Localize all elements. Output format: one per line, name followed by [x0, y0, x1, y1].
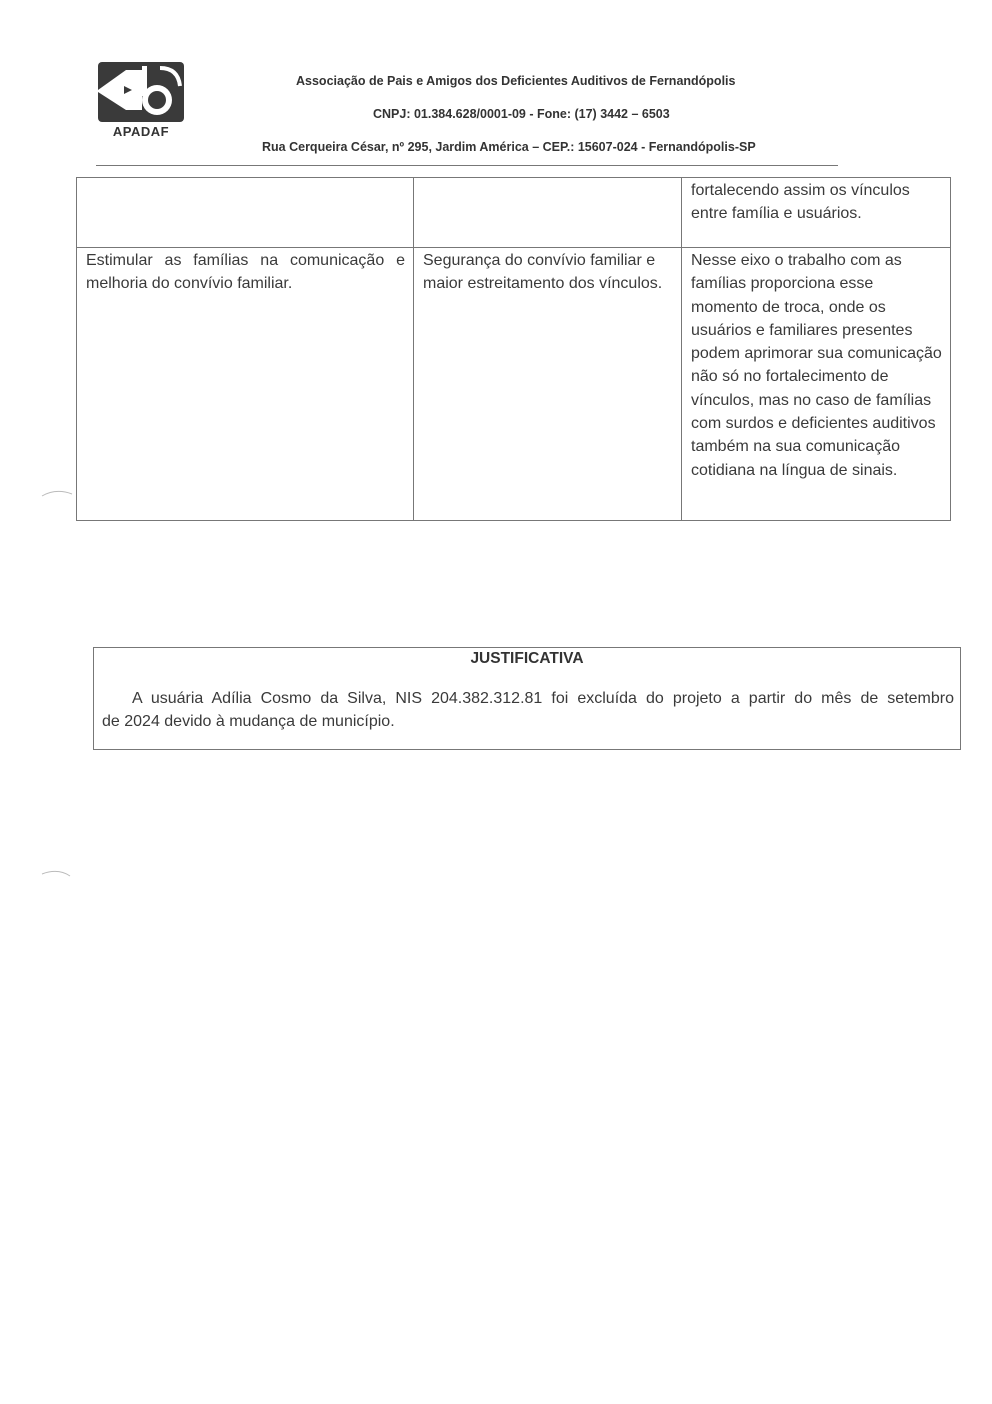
justification-title: JUSTIFICATIVA [470, 650, 584, 667]
punch-mark [40, 866, 74, 880]
punch-mark [40, 486, 74, 500]
table-row [77, 248, 951, 521]
table-cell-objective [77, 178, 414, 248]
table-cell-description: fortalecendo assim os vínculos entre família e usuários. [682, 178, 951, 248]
justification-line-1: A usuária Adília Cosmo da Silva, NIS 204.382.312.81 foi excluída do projeto a partir do mês de setembro [132, 690, 954, 707]
table-cell-result: Segurança do convívio familiar e maior estreitamento dos vínculos. [414, 248, 682, 521]
contact-line: CNPJ: 01.384.628/0001-09 - Fone: (17) 3442 – 6503 [373, 107, 670, 121]
table-cell-result [414, 178, 682, 248]
table-cell-description: Nesse eixo o trabalho com as famílias proporciona esse momento de troca, onde os usuários e familiares presentes podem aprimorar sua comunicação não só no fortalecimento de vínculos, mas no caso de famílias com surdos e deficientes auditivos também na sua comunicação cotidiana na língua de sinais. [682, 248, 951, 521]
objective-line-1: Estimular as famílias na comunicação e [86, 252, 405, 269]
header-divider [96, 165, 838, 166]
justification-line-2: de 2024 devido à mudança de município. [102, 713, 395, 730]
justification-text [102, 687, 954, 733]
letterhead [0, 0, 992, 170]
logo-wordmark: APADAF [112, 124, 170, 139]
objective-line-2: melhoria do convívio familiar. [86, 275, 293, 293]
table-cell-objective [77, 248, 414, 521]
table-row [77, 178, 951, 248]
organization-name: Associação de Pais e Amigos dos Deficientes Auditivos de Fernandópolis [296, 74, 736, 88]
apadaf-logo [96, 62, 186, 140]
objectives-table [76, 177, 951, 521]
address-line: Rua Cerqueira César, nº 295, Jardim América – CEP.: 15607-024 - Fernandópolis-SP [262, 140, 756, 154]
justification-box [93, 647, 961, 750]
